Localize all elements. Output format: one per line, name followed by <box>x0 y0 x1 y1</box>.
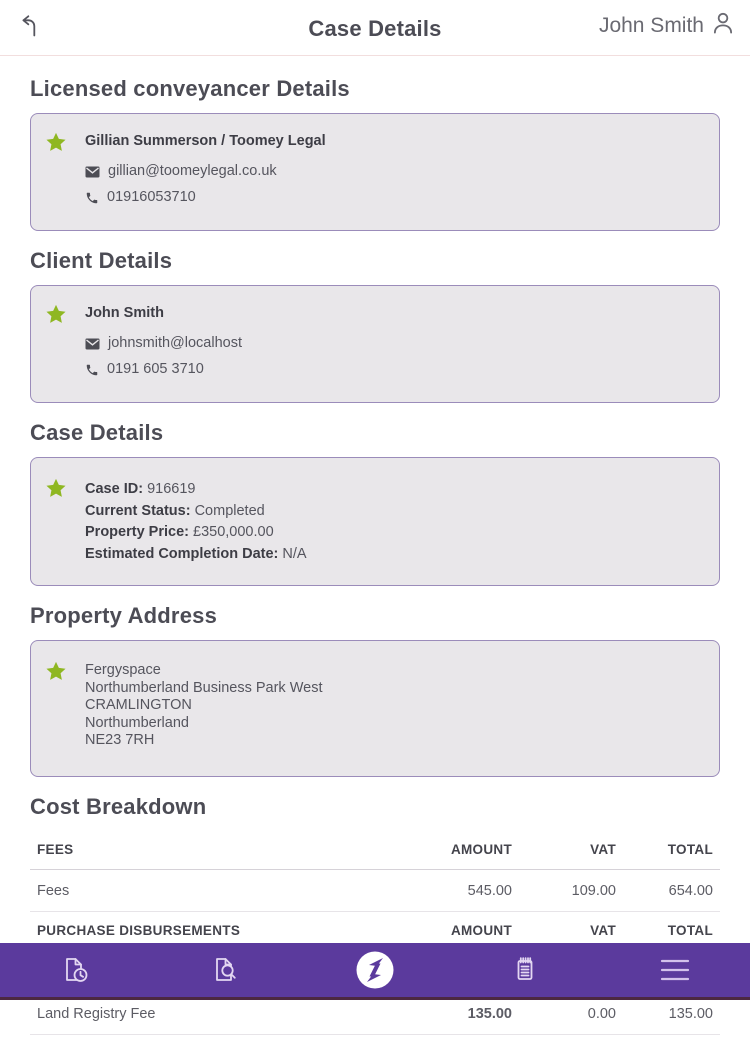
vat-col-header: VAT <box>512 912 616 951</box>
notepad-icon <box>507 952 543 988</box>
nav-notes-button[interactable] <box>490 945 560 995</box>
property-section-heading: Property Address <box>30 603 217 628</box>
star-icon <box>45 130 67 153</box>
conveyancer-email-row[interactable] <box>85 163 326 180</box>
fees-header-row <box>30 831 720 870</box>
menu-icon <box>660 957 690 983</box>
case-status-row: Current Status: Completed <box>85 502 265 519</box>
page-title: Case Details <box>308 16 442 41</box>
conveyancer-phone-row[interactable] <box>85 189 326 206</box>
nav-case-history-button[interactable] <box>40 945 110 995</box>
client-card <box>30 285 720 403</box>
total-col-header: TOTAL <box>616 831 720 870</box>
email-icon <box>85 338 100 350</box>
phone-icon <box>85 363 99 377</box>
case-section-heading: Case Details <box>30 420 164 445</box>
account-button[interactable] <box>599 10 736 42</box>
person-icon <box>710 10 736 42</box>
vat-col-header: VAT <box>512 831 616 870</box>
document-clock-icon <box>57 952 93 988</box>
disbursement-amount-cell: 135.00 <box>352 992 512 1034</box>
fee-amount-cell: 545.00 <box>352 869 512 911</box>
disbursements-col-header: PURCHASE DISBURSEMENTS <box>30 912 352 951</box>
client-section-heading: Client Details <box>30 248 173 273</box>
address-line: Fergyspace <box>85 662 161 678</box>
address-line: Northumberland Business Park West <box>85 679 323 696</box>
disbursement-name-cell: Land Registry Fee <box>30 992 352 1034</box>
fee-total-cell: 654.00 <box>616 869 720 911</box>
fees-col-header: FEES <box>30 831 352 870</box>
phone-icon <box>85 191 99 205</box>
client-email: johnsmith@localhost <box>108 335 243 351</box>
client-email-row[interactable] <box>85 335 242 352</box>
conveyancer-card <box>30 113 720 231</box>
client-name: John Smith <box>85 305 164 321</box>
client-phone: 0191 605 3710 <box>107 361 204 377</box>
bottom-navigation <box>0 943 750 1000</box>
completion-date-row: Estimated Completion Date: N/A <box>85 545 307 562</box>
star-icon <box>45 476 67 499</box>
brand-logo-icon <box>355 950 395 990</box>
amount-col-header: AMOUNT <box>352 912 512 951</box>
address-line: NE23 7RH <box>85 732 155 748</box>
total-col-header: TOTAL <box>616 912 720 951</box>
app-header <box>0 0 750 56</box>
amount-col-header: AMOUNT <box>352 831 512 870</box>
case-id-row: Case ID: 916619 <box>85 481 196 497</box>
case-details-content <box>0 76 750 1045</box>
address-line: CRAMLINGTON <box>85 697 192 713</box>
client-phone-row[interactable] <box>85 361 242 378</box>
property-address-card <box>30 640 720 777</box>
disbursement-total-cell: 135.00 <box>616 992 720 1034</box>
fees-table <box>30 831 720 912</box>
disbursement-vat-cell: 0.00 <box>512 992 616 1034</box>
conveyancer-email: gillian@toomeylegal.co.uk <box>108 163 277 179</box>
star-icon <box>45 302 67 325</box>
account-name: John Smith <box>598 14 704 37</box>
nav-home-button[interactable] <box>340 945 410 995</box>
email-icon <box>85 166 100 178</box>
cost-breakdown-heading: Cost Breakdown <box>30 793 207 819</box>
case-card <box>30 457 720 586</box>
table-row <box>30 869 720 911</box>
fee-name-cell: Fees <box>30 869 352 911</box>
nav-menu-button[interactable] <box>640 945 710 995</box>
conveyancer-name: Gillian Summerson / Toomey Legal <box>85 133 326 149</box>
conveyancer-phone: 01916053710 <box>107 189 196 205</box>
property-price-row: Property Price: £350,000.00 <box>85 524 274 540</box>
nav-case-search-button[interactable] <box>190 945 260 995</box>
star-icon <box>45 659 67 682</box>
document-search-icon <box>207 952 243 988</box>
fee-vat-cell: 109.00 <box>512 869 616 911</box>
address-line: Northumberland <box>85 714 189 731</box>
conveyancer-section-heading: Licensed conveyancer Details <box>30 76 350 101</box>
